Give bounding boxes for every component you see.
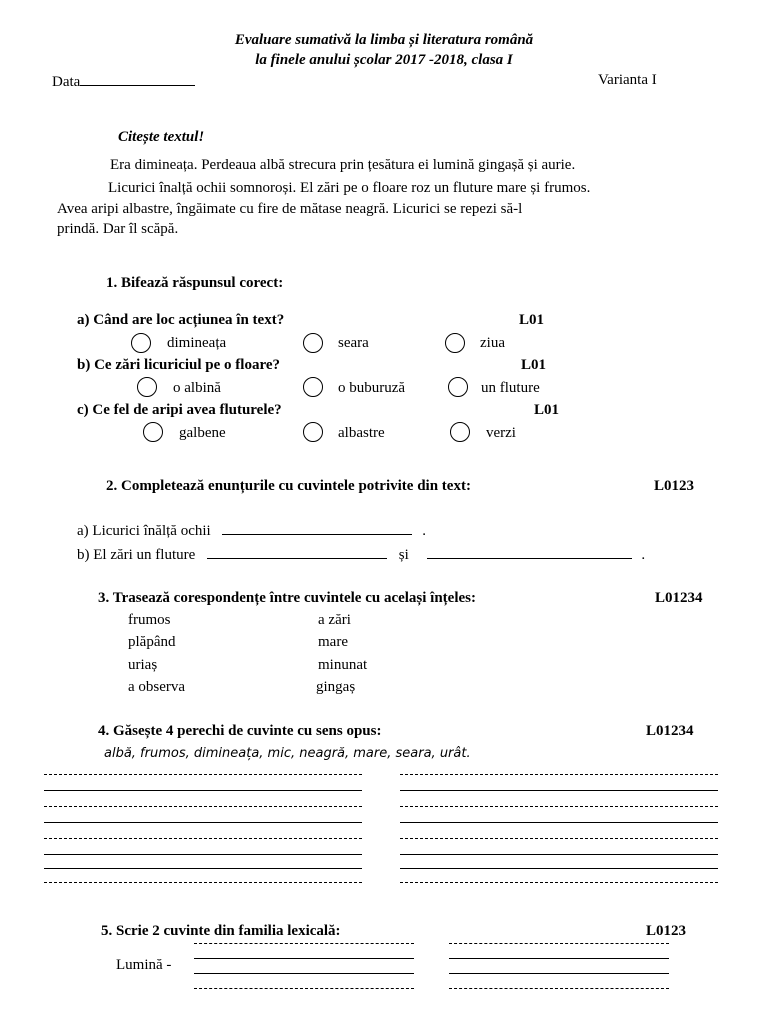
writing-line-dashed[interactable] <box>400 882 718 883</box>
option-circle[interactable] <box>303 333 323 353</box>
writing-line-dashed[interactable] <box>44 774 362 775</box>
writing-line[interactable] <box>194 973 414 974</box>
option-label: seara <box>338 335 369 351</box>
option-label: o buburuză <box>338 380 406 396</box>
option-circle[interactable] <box>303 377 323 397</box>
option-label: un fluture <box>481 380 540 396</box>
ex4-title: 4. Găsește 4 perechi de cuvinte cu sens opus: <box>98 723 382 739</box>
option-circle[interactable] <box>448 377 468 397</box>
reading-line-3: Avea aripi albastre, îngăimate cu fire de mătase neagră. Licurici se repezi să-l <box>57 201 523 217</box>
ex3-left-word[interactable]: a observa <box>128 679 186 695</box>
ex3-right-word[interactable]: gingaș <box>316 679 356 695</box>
option-circle[interactable] <box>303 422 323 442</box>
writing-line[interactable] <box>44 854 362 855</box>
ex1-level-b: L01 <box>521 357 547 373</box>
option-circle[interactable] <box>131 333 151 353</box>
writing-line[interactable] <box>194 958 414 959</box>
ex3-right-word[interactable]: a zări <box>318 612 351 628</box>
ex2-line-b <box>77 546 645 563</box>
title-line-1: Evaluare sumativă la limba și literatura română <box>234 32 534 48</box>
writing-line-dashed[interactable] <box>449 988 669 989</box>
writing-line[interactable] <box>44 868 362 869</box>
writing-line-dashed[interactable] <box>44 882 362 883</box>
writing-line[interactable] <box>44 790 362 791</box>
ex2-line-a <box>77 522 426 539</box>
ex5-level: L0123 <box>646 923 687 939</box>
writing-line-dashed[interactable] <box>400 838 718 839</box>
writing-line[interactable] <box>449 973 669 974</box>
reading-line-2: Licurici înalță ochii somnoroși. El zări pe o floare roz un fluture mare și frumos. <box>108 180 591 196</box>
option-circle[interactable] <box>137 377 157 397</box>
ex1-question-c: c) Ce fel de aripi avea fluturele? <box>77 402 282 418</box>
variant-label: Varianta I <box>598 72 657 88</box>
answer-blank[interactable] <box>222 522 412 535</box>
option-circle[interactable] <box>445 333 465 353</box>
writing-line-dashed[interactable] <box>44 838 362 839</box>
end-dot: . <box>641 547 646 563</box>
ex1-title: 1. Bifează răspunsul corect: <box>106 275 284 291</box>
writing-line-dashed[interactable] <box>194 988 414 989</box>
writing-line[interactable] <box>44 822 362 823</box>
ex3-left-word[interactable]: frumos <box>128 612 171 628</box>
writing-line[interactable] <box>400 854 718 855</box>
ex1-question-b: b) Ce zări licuriciul pe o floare? <box>77 357 281 373</box>
ex4-level: L01234 <box>646 723 694 739</box>
option-circle[interactable] <box>143 422 163 442</box>
ex1-level-c: L01 <box>534 402 560 418</box>
writing-line[interactable] <box>449 958 669 959</box>
option-label: dimineața <box>167 335 227 351</box>
date-field[interactable] <box>52 73 195 90</box>
option-label: o albină <box>173 380 221 396</box>
writing-line-dashed[interactable] <box>400 806 718 807</box>
answer-blank[interactable] <box>427 546 632 559</box>
ex5-word: Lumină - <box>116 957 172 973</box>
ex3-left-word[interactable]: plăpând <box>128 634 176 650</box>
ex3-right-word[interactable]: minunat <box>318 657 368 673</box>
ex3-left-word[interactable]: uriaș <box>128 657 158 673</box>
writing-line[interactable] <box>400 868 718 869</box>
date-blank[interactable] <box>80 73 195 86</box>
writing-line[interactable] <box>400 822 718 823</box>
end-dot: . <box>422 523 426 539</box>
ex4-word-list: albă, frumos, dimineața, mic, neagră, mare, seara, urât. <box>104 746 471 761</box>
ex3-level: L01234 <box>655 590 703 606</box>
reading-line-4: prindă. Dar îl scăpă. <box>57 221 179 237</box>
writing-line-dashed[interactable] <box>449 943 669 944</box>
ex3-right-word[interactable]: mare <box>318 634 348 650</box>
option-circle[interactable] <box>450 422 470 442</box>
writing-line-dashed[interactable] <box>44 806 362 807</box>
date-label: Data <box>52 74 81 90</box>
option-label: ziua <box>480 335 505 351</box>
ex2-title: 2. Completează enunțurile cu cuvintele potrivite din text: <box>106 478 471 494</box>
ex2-line-b-text: b) El zări un fluture <box>77 547 196 563</box>
ex3-title: 3. Trasează corespondențe între cuvintele cu același înțeles: <box>98 590 476 606</box>
writing-line-dashed[interactable] <box>400 774 718 775</box>
ex2-line-a-text: a) Licurici înălță ochii <box>77 523 211 539</box>
ex5-title: 5. Scrie 2 cuvinte din familia lexicală: <box>101 923 341 939</box>
reading-instruction: Citește textul! <box>118 129 205 145</box>
title-line-2: la finele anului școlar 2017 -2018, clasa I <box>255 52 513 68</box>
option-label: galbene <box>179 425 226 441</box>
option-label: albastre <box>338 425 385 441</box>
ex1-level-a: L01 <box>519 312 545 328</box>
ex1-question-a: a) Când are loc acțiunea în text? <box>77 312 285 328</box>
option-label: verzi <box>486 425 516 441</box>
and-word: și <box>398 547 409 563</box>
writing-line-dashed[interactable] <box>194 943 414 944</box>
answer-blank[interactable] <box>207 546 387 559</box>
ex2-level: L0123 <box>654 478 695 494</box>
reading-line-1: Era dimineața. Perdeaua albă strecura prin țesătura ei lumină gingașă și aurie. <box>110 157 576 173</box>
writing-line[interactable] <box>400 790 718 791</box>
